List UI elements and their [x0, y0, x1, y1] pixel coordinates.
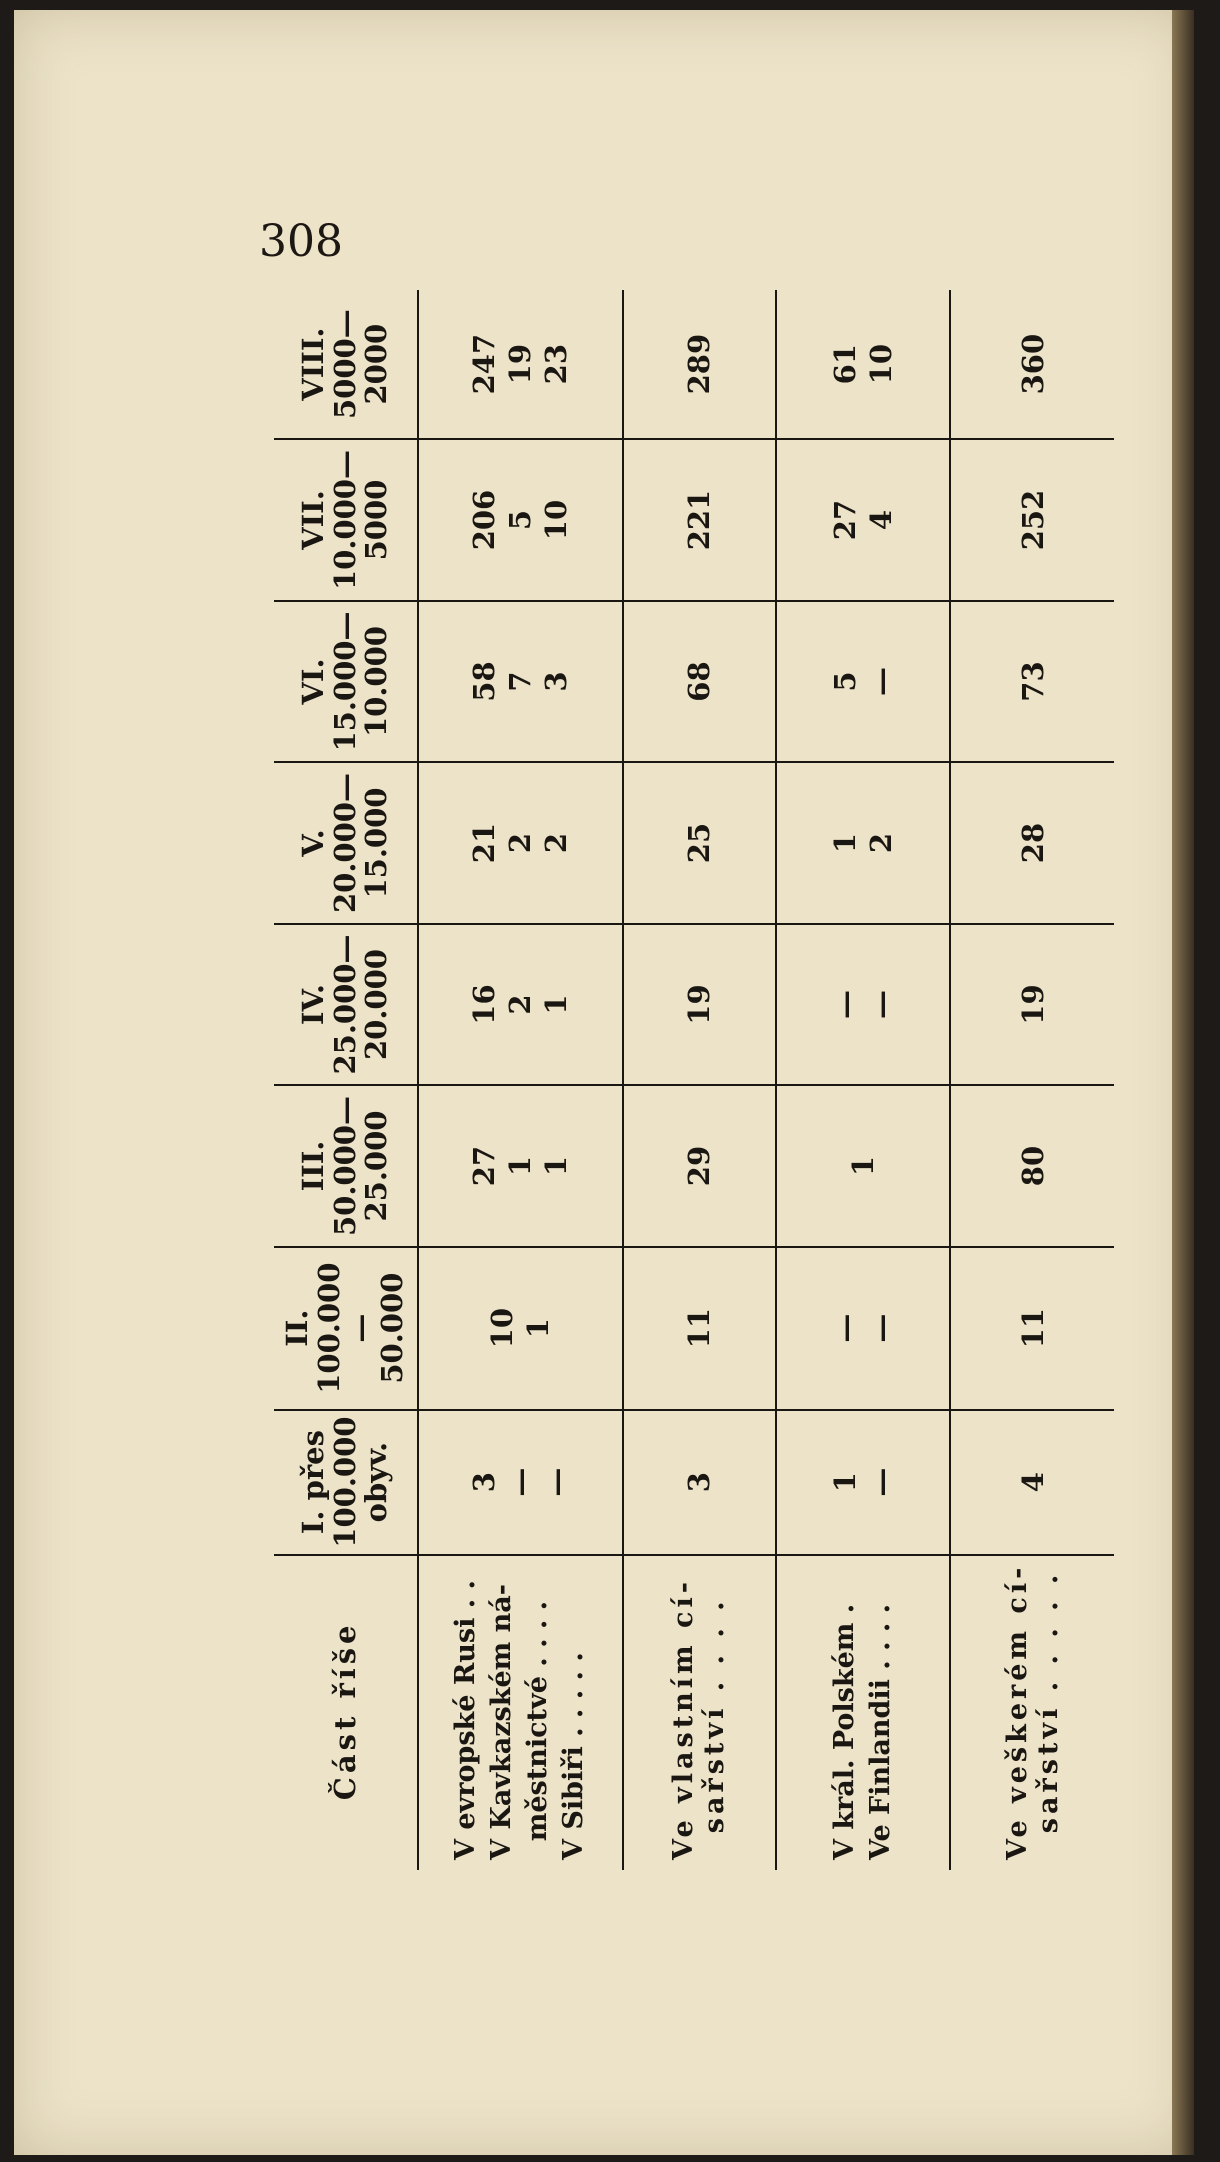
group1-col3: [418, 1085, 623, 1247]
cell: 2: [539, 832, 574, 854]
group1-labels: [418, 1555, 623, 1870]
group2-col1: [776, 1410, 950, 1555]
cell: 10: [485, 1307, 520, 1349]
cell: 2: [503, 994, 538, 1015]
cell: 61: [828, 343, 863, 385]
cell: 3: [539, 671, 574, 692]
row-label-sibir: V Sibiři . . . . .: [558, 1652, 590, 1860]
cell: 3: [467, 1472, 502, 1493]
column-header-5: V. 20.000— 15.000: [274, 762, 418, 924]
group2-col3: [776, 1085, 950, 1247]
rotated-table-container: [274, 290, 1114, 1870]
group1-col1: [418, 1410, 623, 1555]
group1-col4: [418, 924, 623, 1086]
page-number: 308: [259, 216, 343, 267]
cell: 11: [950, 1247, 1114, 1410]
column-header-2: II. 100.000— 50.000: [274, 1247, 418, 1410]
cell: 19: [623, 924, 777, 1086]
group2-labels: [776, 1555, 950, 1870]
cell: 360: [950, 290, 1114, 439]
cell: —: [864, 667, 899, 697]
cell: 247: [467, 333, 502, 395]
row-label-finlandie: Ve Finlandii . . . .: [865, 1603, 897, 1860]
cell: 5: [503, 509, 538, 531]
group1-col8: [418, 290, 623, 439]
cell: 19: [503, 343, 538, 385]
cell: —: [864, 1313, 899, 1343]
cell: 27: [828, 499, 863, 541]
book-page: [14, 10, 1194, 2155]
cell: 68: [623, 601, 777, 763]
table-header-row: [274, 290, 418, 1870]
column-header-7: VII. 10.000— 5000: [274, 439, 418, 601]
group1-col2: [418, 1247, 623, 1410]
corner-header: Část říše: [274, 1555, 418, 1870]
row-label-polsko: V král. Polském .: [829, 1603, 861, 1860]
cell: 19: [950, 924, 1114, 1086]
group1-col6: [418, 601, 623, 763]
column-header-4: IV. 25.000— 20.000: [274, 924, 418, 1086]
cell: 11: [623, 1247, 777, 1410]
cell: —: [828, 990, 863, 1020]
cell: 7: [503, 671, 538, 692]
cell: 16: [467, 984, 502, 1025]
cell: 1: [503, 1155, 538, 1177]
sum2-label: Ve veškerém cí- sařství . . . . .: [950, 1555, 1114, 1870]
group2-col4: [776, 924, 950, 1086]
cell: 1: [539, 1155, 574, 1177]
cell: 21: [467, 822, 502, 864]
cell: 28: [950, 762, 1114, 924]
cell: 27: [467, 1145, 502, 1187]
cell: 29: [623, 1085, 777, 1247]
group2-col8: [776, 290, 950, 439]
cell: 1: [828, 832, 863, 854]
table-row-sum2: [950, 290, 1114, 1870]
cell: 1: [828, 1472, 863, 1493]
cell: 252: [950, 439, 1114, 601]
row-label-kavkaz: V Kavkazském ná- městnictvé . . . .: [486, 1584, 554, 1860]
group2-col2: [776, 1247, 950, 1410]
cell: 10: [539, 499, 574, 541]
cell: 3: [623, 1410, 777, 1555]
cell: —: [864, 1467, 899, 1497]
group1-col7: [418, 439, 623, 601]
cell: 25: [623, 762, 777, 924]
group2-col7: [776, 439, 950, 601]
cell: 80: [950, 1085, 1114, 1247]
column-header-6: VI. 15.000— 10.000: [274, 601, 418, 763]
cell: 1: [521, 1318, 556, 1339]
sum1-label: Ve vlastním cí- sařství . . . .: [623, 1555, 777, 1870]
cell: 73: [950, 601, 1114, 763]
cell: 58: [467, 661, 502, 702]
column-header-1: I. přes 100.000 obyv.: [274, 1410, 418, 1555]
cell: 206: [467, 489, 502, 551]
cell: 5: [828, 671, 863, 692]
cell: —: [539, 1467, 574, 1497]
cell: 4: [950, 1410, 1114, 1555]
cell: 4: [864, 509, 899, 531]
group2-col6: [776, 601, 950, 763]
cell: 2: [503, 832, 538, 854]
cell: —: [864, 990, 899, 1020]
cell: 1: [846, 1155, 881, 1177]
statistics-table: [274, 290, 1114, 1870]
table-row-group1: [418, 290, 623, 1870]
table-row-group2: [776, 290, 950, 1870]
group2-col5: [776, 762, 950, 924]
cell: —: [503, 1467, 538, 1497]
cell: 221: [623, 439, 777, 601]
group1-col5: [418, 762, 623, 924]
cell: 10: [864, 343, 899, 385]
cell: 289: [623, 290, 777, 439]
cell: 2: [864, 832, 899, 854]
cell: 1: [539, 994, 574, 1015]
book-spine: [1172, 10, 1194, 2155]
column-header-8: VIII. 5000— 2000: [274, 290, 418, 439]
column-header-3: III. 50.000— 25.000: [274, 1085, 418, 1247]
row-label-evropska-rus: V evropské Rusi . .: [450, 1580, 482, 1860]
cell: 23: [539, 343, 574, 385]
cell: —: [828, 1313, 863, 1343]
table-row-sum1: [623, 290, 777, 1870]
